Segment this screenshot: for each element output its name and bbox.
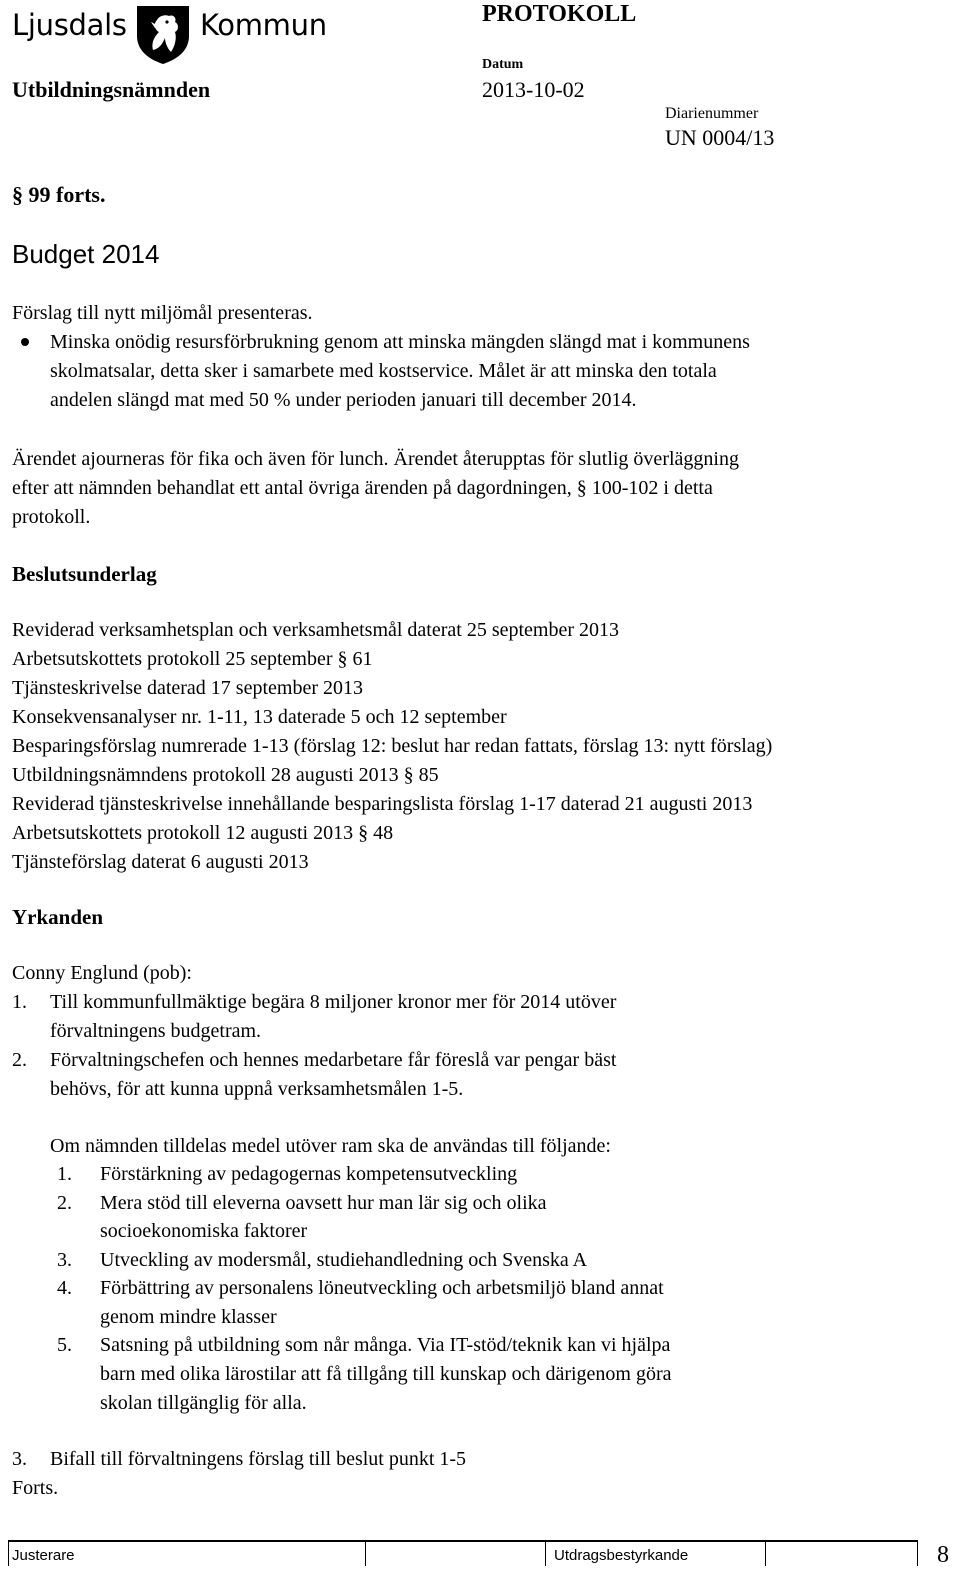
- bullet-text-line-3: andelen slängd mat med 50 % under perioden januari till december 2014.: [50, 389, 637, 411]
- date-value: 2013-10-02: [482, 77, 585, 102]
- sub-item-line: Mera stöd till eleverna oavsett hur man lär sig och olika: [100, 1192, 547, 1214]
- list-item: Utbildningsnämndens protokoll 28 augusti 2013 § 85: [12, 764, 439, 786]
- sub-item-line: Utveckling av modersmål, studiehandledning och Svenska A: [100, 1249, 588, 1271]
- registration-number: UN 0004/13: [665, 125, 775, 150]
- topic-title: Budget 2014: [12, 239, 160, 269]
- registration-label: Diarienummer: [665, 105, 759, 122]
- adjourn-line-2-ref: 100-102 i detta: [591, 477, 713, 499]
- footer-divider: [8, 1540, 918, 1542]
- date-label: Datum: [482, 57, 524, 72]
- logo-text-left: Ljusdals: [12, 8, 127, 42]
- intro-line: Förslag till nytt miljömål presenteras.: [12, 302, 313, 324]
- proposal-3-line-1: Bifall till förvaltningens förslag till beslut punkt 1-5: [50, 1448, 467, 1470]
- proposal-number-1: 1.: [12, 991, 27, 1013]
- list-item: Besparingsförslag numrerade 1-13 (förslag 12: beslut har redan fattats, förslag 13: nytt förslag): [12, 735, 773, 757]
- list-item: Tjänsteförslag daterat 6 augusti 2013: [12, 851, 309, 873]
- footer-cell-border: [8, 1542, 9, 1566]
- sub-item-line: Satsning på utbildning som når många. Via IT-stöd/teknik kan vi hjälpa: [100, 1334, 671, 1356]
- logo-text-right: Kommun: [200, 8, 327, 42]
- document-type: PROTOKOLL: [482, 1, 637, 27]
- proposal-number-3: 3.: [12, 1448, 27, 1470]
- committee-name: Utbildningsnämnden: [12, 77, 211, 102]
- yrkanden-heading: Yrkanden: [12, 905, 104, 929]
- sub-item-line: socioekonomiska faktorer: [100, 1220, 308, 1242]
- paragraph-sign-icon: §: [403, 764, 414, 786]
- proposal-2-line-1: Förvaltningschefen och hennes medarbetare får föreslå var pengar bäst: [50, 1049, 617, 1071]
- sub-item-line: skolan tillgänglig för alla.: [100, 1392, 307, 1414]
- sub-item-line: Förbättring av personalens löneutveckling och arbetsmiljö bland annat: [100, 1277, 664, 1299]
- adjourn-line-2-text: efter att nämnden behandlat ett antal övriga ärenden på dagordningen,: [12, 477, 572, 499]
- paragraph-sign-icon: §: [12, 182, 23, 207]
- section-heading-text: 99 forts.: [28, 182, 106, 207]
- list-item: Reviderad verksamhetsplan och verksamhetsmål daterat 25 september 2013: [12, 619, 620, 641]
- sub-item-number: 2.: [57, 1192, 72, 1214]
- list-item: Arbetsutskottets protokoll 25 september § 61: [12, 648, 373, 670]
- proposal-number-2: 2.: [12, 1049, 27, 1071]
- list-item: Arbetsutskottets protokoll 12 augusti 2013 § 48: [12, 822, 394, 844]
- sub-item-line: barn med olika lärostilar att få tillgång till kunskap och därigenom göra: [100, 1363, 672, 1385]
- bullet-text-line-1: Minska onödig resursförbrukning genom att minska mängden slängd mat i kommunens: [50, 331, 750, 353]
- paragraph-sign-icon: §: [358, 822, 369, 844]
- sub-item-line: genom mindre klasser: [100, 1306, 277, 1328]
- list-item: Reviderad tjänsteskrivelse innehållande besparingslista förslag 1-17 daterad 21 augusti 2013: [12, 793, 753, 815]
- footer-cell-border: [917, 1542, 918, 1566]
- beslutsunderlag-heading: Beslutsunderlag: [12, 562, 157, 586]
- footer-cell-border: [545, 1542, 546, 1566]
- speaker-name: Conny Englund (pob):: [12, 962, 192, 984]
- proposal-1-line-1: Till kommunfullmäktige begära 8 miljoner kronor mer för 2014 utöver: [50, 991, 617, 1013]
- footer-cell-border: [765, 1542, 766, 1566]
- list-item: Tjänsteskrivelse daterad 17 september 2013: [12, 677, 363, 699]
- sub-item-number: 3.: [57, 1249, 72, 1271]
- sub-item-number: 1.: [57, 1163, 72, 1185]
- proposal-1-line-2: förvaltningens budgetram.: [50, 1020, 262, 1042]
- bullet-text-line-2: skolmatsalar, detta sker i samarbete med kostservice. Målet är att minska den totala: [50, 360, 717, 382]
- continued-label: Forts.: [12, 1477, 59, 1499]
- sub-list-intro: Om nämnden tilldelas medel utöver ram ska de användas till följande:: [50, 1135, 611, 1157]
- sub-item-line: Förstärkning av pedagogernas kompetensutveckling: [100, 1163, 518, 1185]
- adjourn-line-1: Ärendet ajourneras för fika och även för lunch. Ärendet återupptas för slutlig överläggning: [12, 448, 739, 470]
- paragraph-sign-icon: §: [576, 477, 587, 499]
- proposal-2-line-2: behövs, för att kunna uppnå verksamhetsmålen 1-5.: [50, 1078, 464, 1100]
- footer-justerare-label: Justerare: [12, 1547, 75, 1564]
- sub-item-number: 5.: [57, 1334, 72, 1356]
- paragraph-sign-icon: §: [337, 648, 348, 670]
- sub-item-number: 4.: [57, 1277, 72, 1299]
- page-number: 8: [937, 1542, 949, 1568]
- list-item: Konsekvensanalyser nr. 1-11, 13 daterade 5 och 12 september: [12, 706, 507, 728]
- municipal-crest-icon: [131, 2, 195, 66]
- footer-utdrag-label: Utdragsbestyrkande: [554, 1547, 689, 1564]
- adjourn-line-2: [12, 474, 713, 503]
- adjourn-line-3: protokoll.: [12, 506, 91, 528]
- footer-cell-border: [365, 1542, 366, 1566]
- bullet-dot-icon: [21, 338, 29, 346]
- beslutsunderlag-list: [12, 616, 772, 877]
- section-heading: [12, 181, 105, 209]
